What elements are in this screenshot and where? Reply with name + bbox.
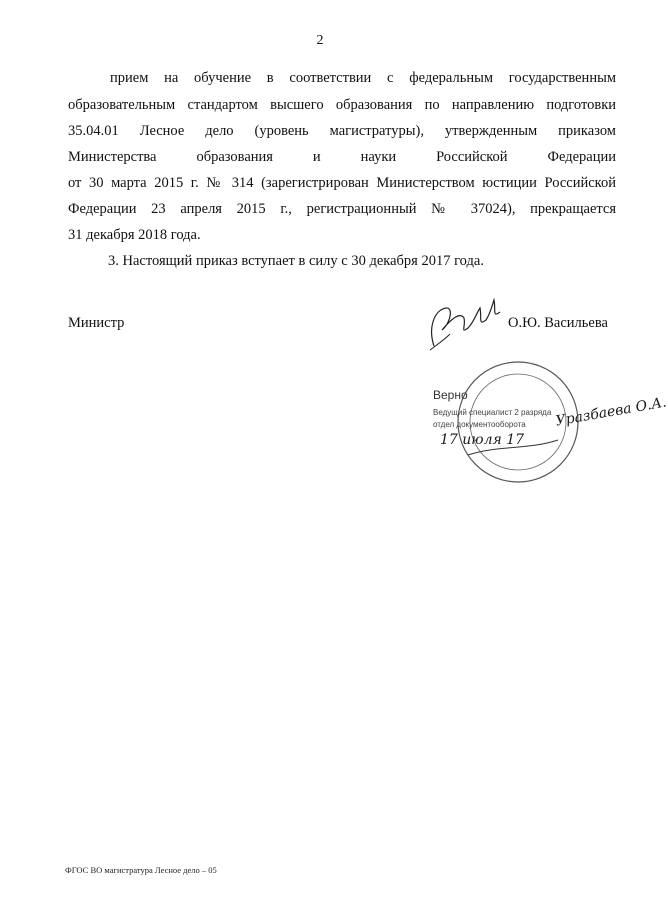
handwritten-certifier-name: Уразбаева О.А. (554, 394, 668, 430)
body-line-6: Федерации 23 апреля 2015 г., регистрационный № 37024), прекращается (68, 201, 616, 217)
body-line-2: образовательным стандартом высшего образования по направлению подготовки (68, 97, 616, 113)
body-line-7: 31 декабря 2018 года. (68, 227, 201, 243)
handwritten-date: 17 июля 17 (440, 432, 525, 448)
footer-note: ФГОС ВО магистратура Лесное дело – 05 (65, 865, 217, 875)
signer-title: Министр (68, 315, 125, 331)
body-line-3: 35.04.01 Лесное дело (уровень магистратуры), утвержденным приказом (68, 123, 616, 139)
page-number: 2 (316, 33, 324, 48)
certifier-position-1: Ведущий специалист 2 разряда (433, 408, 552, 417)
signer-name: О.Ю. Васильева (508, 315, 608, 331)
body-line-1: прием на обучение в соответствии с федеральным государственным (110, 70, 616, 86)
body-line-4: Министерства образования и науки Российской Федерации (68, 149, 616, 165)
clause-3: 3. Настоящий приказ вступает в силу с 30 декабря 2017 года. (108, 253, 484, 269)
verno-label: Верно (433, 388, 468, 402)
certifier-position-2: отдел документооборота (433, 420, 526, 429)
body-line-5: от 30 марта 2015 г. № 314 (зарегистрирован Министерством юстиции Российской (68, 175, 616, 191)
handwritten-signature (420, 288, 510, 358)
